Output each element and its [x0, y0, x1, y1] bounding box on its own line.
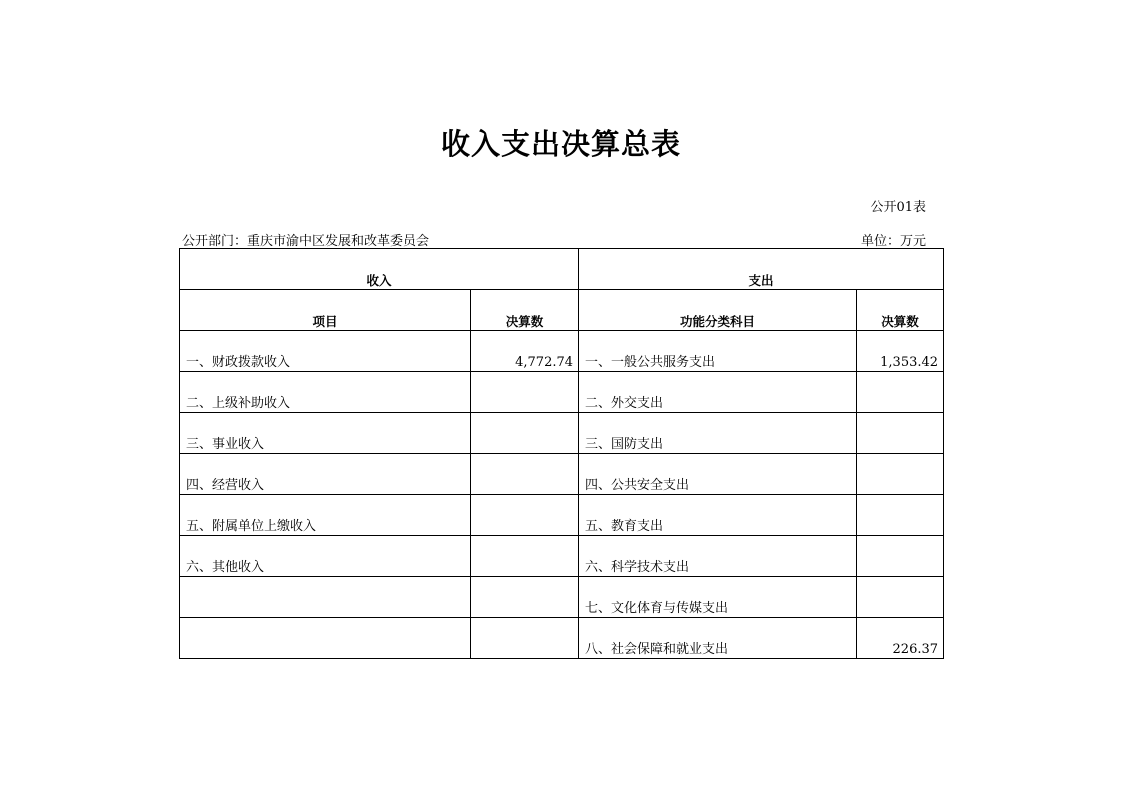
col-function-header: 功能分类科目 [579, 290, 857, 331]
expense-item: 五、教育支出 [579, 495, 857, 536]
income-item [180, 577, 471, 618]
expense-amount [857, 495, 944, 536]
table-row [180, 618, 944, 659]
expense-amount: 226.37 [857, 618, 944, 659]
income-item: 四、经营收入 [180, 454, 471, 495]
income-amount [471, 618, 579, 659]
expense-item: 六、科学技术支出 [579, 536, 857, 577]
income-amount [471, 413, 579, 454]
col-item-header: 项目 [180, 290, 471, 331]
table-row [180, 331, 944, 372]
table-row [180, 577, 944, 618]
income-amount [471, 495, 579, 536]
unit-label: 单位：万元 [860, 234, 926, 249]
income-amount [471, 577, 579, 618]
income-item: 二、上级补助收入 [180, 372, 471, 413]
form-number: 公开01表 [870, 200, 926, 215]
expense-header: 支出 [579, 249, 944, 290]
expense-item: 八、社会保障和就业支出 [579, 618, 857, 659]
table-row [180, 372, 944, 413]
expense-item: 三、国防支出 [579, 413, 857, 454]
expense-amount [857, 413, 944, 454]
expense-amount [857, 454, 944, 495]
table-row [180, 536, 944, 577]
expense-amount: 1,353.42 [857, 331, 944, 372]
income-amount: 4,772.74 [471, 331, 579, 372]
col-expense-amount-header: 决算数 [857, 290, 944, 331]
department-label: 公开部门：重庆市渝中区发展和改革委员会 [182, 234, 430, 249]
table-row [180, 454, 944, 495]
income-item: 六、其他收入 [180, 536, 471, 577]
income-item: 三、事业收入 [180, 413, 471, 454]
table-row [180, 495, 944, 536]
income-item: 一、财政拨款收入 [180, 331, 471, 372]
income-amount [471, 454, 579, 495]
expense-item: 七、文化体育与传媒支出 [579, 577, 857, 618]
expense-amount [857, 372, 944, 413]
income-amount [471, 372, 579, 413]
col-income-amount-header: 决算数 [471, 290, 579, 331]
expense-amount [857, 577, 944, 618]
income-amount [471, 536, 579, 577]
group-header-row [180, 249, 944, 290]
expense-amount [857, 536, 944, 577]
expense-item: 二、外交支出 [579, 372, 857, 413]
income-header: 收入 [180, 249, 579, 290]
expense-item: 四、公共安全支出 [579, 454, 857, 495]
income-item [180, 618, 471, 659]
page-title: 收入支出决算总表 [440, 127, 681, 161]
column-header-row [180, 290, 944, 331]
income-expense-table [179, 248, 944, 659]
income-item: 五、附属单位上缴收入 [180, 495, 471, 536]
table-row [180, 413, 944, 454]
expense-item: 一、一般公共服务支出 [579, 331, 857, 372]
